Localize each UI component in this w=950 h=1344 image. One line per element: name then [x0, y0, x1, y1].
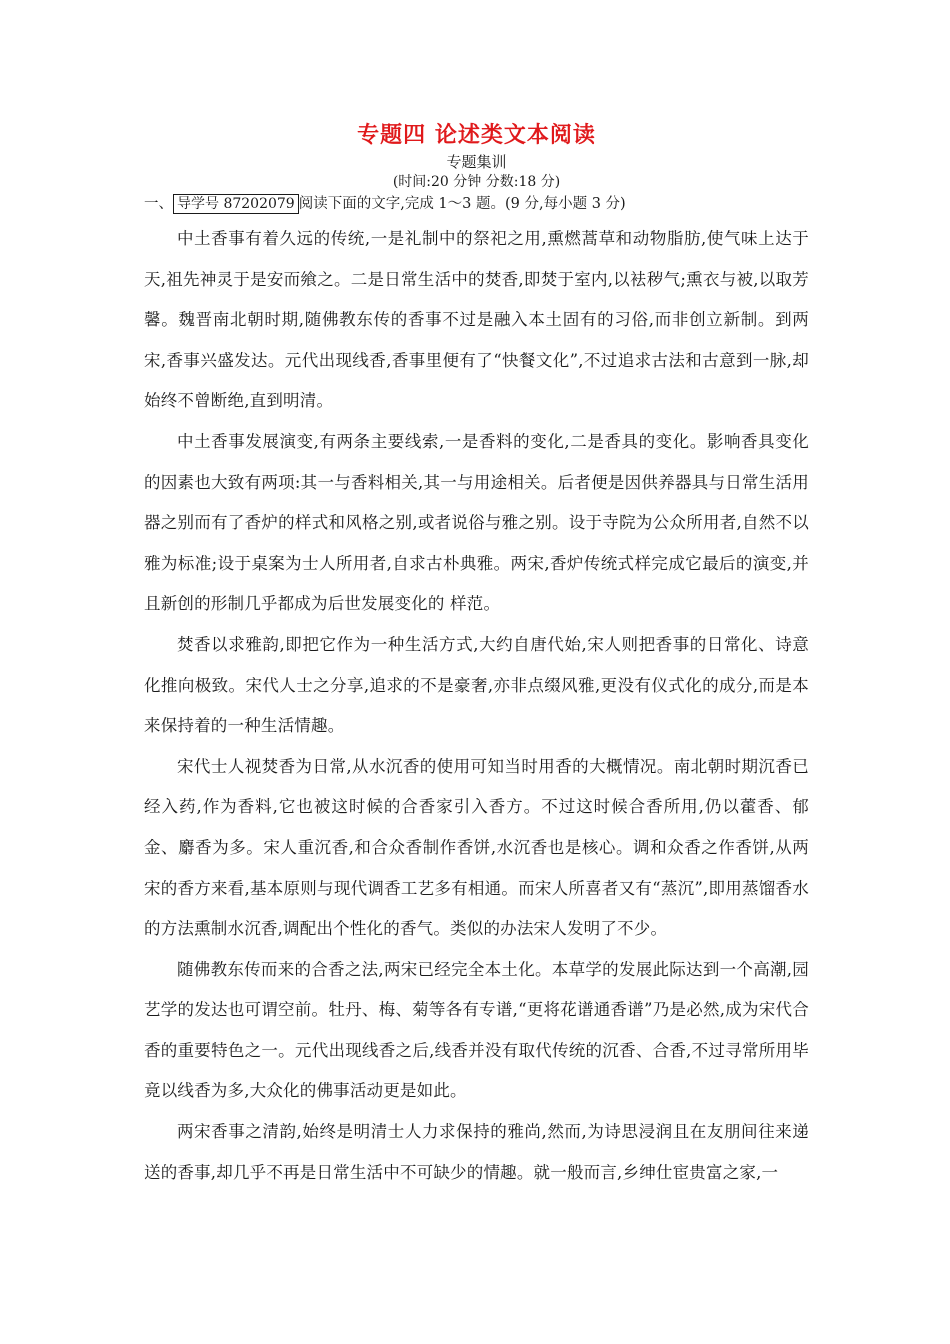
document-page — [144, 120, 809, 1193]
page-title: 专题四 论述类文本阅读 — [357, 123, 596, 148]
question-instruction: 阅读下面的文字,完成 1～3 题。(9 分,每小题 3 分) — [298, 196, 626, 212]
question-intro — [144, 193, 809, 215]
question-number: 一、 — [144, 196, 173, 212]
paragraph-6: 两宋香事之清韵,始终是明清士人力求保持的雅尚,然而,为诗思浸润且在友朋间往来递送的香事,却几乎不再是日常生活中不可缺少的情趣。就一般而言,乡绅仕宦贵富之家,一 — [144, 1122, 809, 1182]
time-score-info: (时间:20 分钟 分数:18 分) — [392, 174, 561, 190]
guide-number-box: 导学号 87202079 — [173, 194, 299, 214]
paragraph-2: 中土香事发展演变,有两条主要线索,一是香料的变化,二是香具的变化。影响香具变化的因素也大致有两项:其一与香料相关,其一与用途相关。后者便是因供养器具与日常生活用器之别而有了香炉的样式和风格之别,或者说俗与雅之别。设于寺院为公众所用者,自然不以雅为标准;设于桌案为士人所用者,自求古朴典雅。两宋,香炉传统式样完成它最后的演变,并且新创的形制几乎都成为后世发展变化的 样范。 — [144, 431, 809, 614]
paragraph-5: 随佛教东传而来的合香之法,两宋已经完全本土化。本草学的发展此际达到一个高潮,园艺学的发达也可谓空前。牡丹、梅、菊等各有专谱,“更将花谱通香谱”乃是必然,成为宋代合香的重要特色之一。元代出现线香之后,线香并没有取代传统的沉香、合香,不过寻常所用毕竟以线香为多,大众化的佛事活动更是如此。 — [144, 959, 809, 1101]
paragraph-1: 中土香事有着久远的传统,一是礼制中的祭祀之用,熏燃蒿草和动物脂肪,使气味上达于天,祖先神灵于是安而飨之。二是日常生活中的焚香,即焚于室内,以袪秽气;熏衣与被,以取芳馨。魏晋南北朝时期,随佛教东传的香事不过是融入本土固有的习俗,而非创立新制。到两宋,香事兴盛发达。元代出现线香,香事里便有了“快餐文化”,不过追求古法和古意到一脉,却始终不曾断绝,直到明清。 — [144, 229, 809, 411]
paragraph-3: 焚香以求雅韵,即把它作为一种生活方式,大约自唐代始,宋人则把香事的日常化、诗意化推向极致。宋代人士之分享,追求的不是豪奢,亦非点缀风雅,更没有仪式化的成分,而是本来保持着的一种生活情趣。 — [144, 634, 809, 736]
paragraph-4: 宋代士人视焚香为日常,从水沉香的使用可知当时用香的大概情况。南北朝时期沉香已经入药,作为香料,它也被这时候的合香家引入香方。不过这时候合香所用,仍以藿香、郁金、麝香为多。宋人重沉香,和合众香制作香饼,水沉香也是核心。调和众香之作香饼,从两宋的香方来看,基本原则与现代调香工艺多有相通。而宋人所喜者又有“蒸沉”,即用蒸馏香水的方法熏制水沉香,调配出个性化的香气。类似的办法宋人发明了不少。 — [144, 756, 809, 939]
page-subtitle: 专题集训 — [446, 153, 507, 171]
